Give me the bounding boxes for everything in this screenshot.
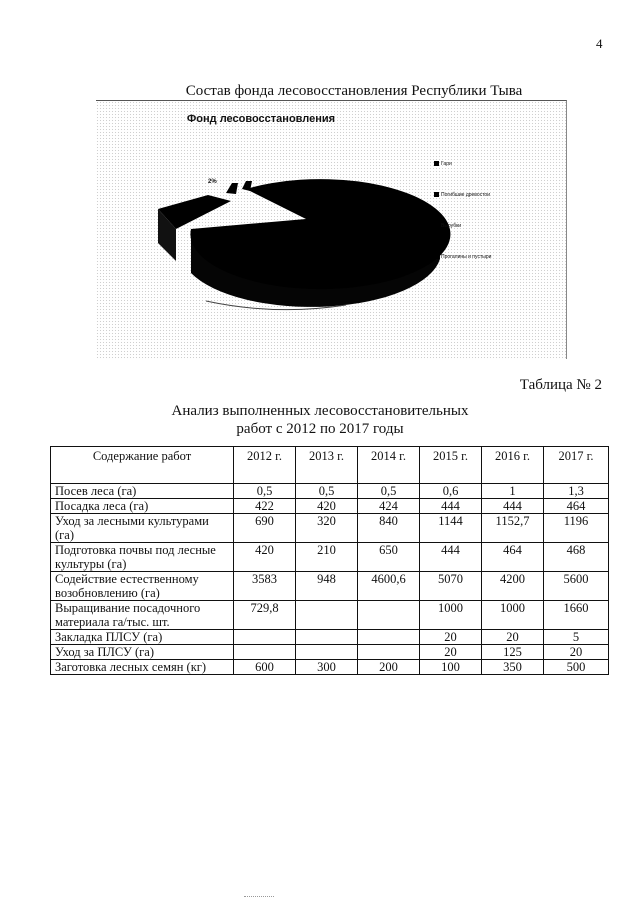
- table-row: [51, 484, 609, 499]
- table-cell: 1,3: [544, 484, 609, 499]
- table-cell: 4600,6: [358, 572, 420, 601]
- table-cell: 0,5: [358, 484, 420, 499]
- row-name: Подготовка почвы под лесные культуры (га): [51, 543, 234, 572]
- column-header: 2014 г.: [358, 447, 420, 484]
- table-cell: [296, 601, 358, 630]
- legend-label: Погибшие древостои: [441, 191, 490, 198]
- table-cell: 444: [482, 499, 544, 514]
- table-cell: 0,6: [420, 484, 482, 499]
- table-cell: [358, 601, 420, 630]
- legend-item: [434, 157, 564, 170]
- chart-title: Фонд лесовосстановления: [186, 113, 336, 125]
- column-header: Содержание работ: [51, 447, 234, 484]
- legend-item: [434, 219, 564, 232]
- table-heading-line: работ с 2012 по 2017 годы: [236, 421, 404, 437]
- table-cell: 125: [482, 645, 544, 660]
- legend-swatch: [434, 161, 439, 166]
- column-header: 2012 г.: [234, 447, 296, 484]
- row-name: Закладка ПЛСУ (га): [51, 630, 234, 645]
- works-table: [50, 446, 609, 675]
- table-cell: 444: [420, 499, 482, 514]
- table-number: Таблица № 2: [519, 377, 602, 393]
- table-cell: 5: [544, 630, 609, 645]
- legend-label: Вырубки: [441, 222, 462, 229]
- table-cell: 1000: [420, 601, 482, 630]
- table-cell: 729,8: [234, 601, 296, 630]
- column-header: 2016 г.: [482, 447, 544, 484]
- table-cell: 20: [482, 630, 544, 645]
- table-heading-line: Анализ выполненных лесовосстановительных: [171, 403, 469, 419]
- row-name: Уход за лесными культурами (га): [51, 514, 234, 543]
- chart-heading: Состав фонда лесовосстановления Республики Тыва: [185, 83, 523, 99]
- table-cell: 444: [420, 543, 482, 572]
- pie-chart: [96, 100, 567, 359]
- legend-label: Прогалины и пустыри: [441, 253, 492, 260]
- row-name: Уход за ПЛСУ (га): [51, 645, 234, 660]
- table-cell: 424: [358, 499, 420, 514]
- legend-swatch: [434, 254, 439, 259]
- table-cell: 840: [358, 514, 420, 543]
- table-cell: 20: [420, 630, 482, 645]
- table-cell: 650: [358, 543, 420, 572]
- table-cell: [358, 630, 420, 645]
- table-cell: 20: [544, 645, 609, 660]
- table-row: [51, 543, 609, 572]
- table-row: [51, 660, 609, 675]
- table-cell: 350: [482, 660, 544, 675]
- table-cell: 690: [234, 514, 296, 543]
- column-header: 2013 г.: [296, 447, 358, 484]
- table-row: [51, 601, 609, 630]
- legend-item: [434, 250, 564, 263]
- table-cell: 1: [482, 484, 544, 499]
- legend-swatch: [434, 223, 439, 228]
- table-cell: 464: [482, 543, 544, 572]
- table-cell: 1660: [544, 601, 609, 630]
- row-name: Посев леса (га): [51, 484, 234, 499]
- pie-slice-dead-stands: [226, 183, 238, 194]
- table-cell: [358, 645, 420, 660]
- row-name: Заготовка лесных семян (кг): [51, 660, 234, 675]
- table-cell: 320: [296, 514, 358, 543]
- chart-legend: [434, 157, 564, 281]
- table-cell: 420: [296, 499, 358, 514]
- table-cell: 210: [296, 543, 358, 572]
- table-cell: 20: [420, 645, 482, 660]
- legend-label: Гари: [441, 160, 452, 167]
- table-cell: 420: [234, 543, 296, 572]
- table-cell: 422: [234, 499, 296, 514]
- table-cell: 1152,7: [482, 514, 544, 543]
- table-cell: 3583: [234, 572, 296, 601]
- table-cell: 300: [296, 660, 358, 675]
- pie-slice-burns: [190, 179, 450, 289]
- table-cell: 1000: [482, 601, 544, 630]
- table-header-row: [51, 447, 609, 484]
- table-cell: [296, 645, 358, 660]
- row-name: Выращивание посадочного материала га/тыс. шт.: [51, 601, 234, 630]
- table-cell: 5070: [420, 572, 482, 601]
- table-row: [51, 572, 609, 601]
- table-cell: [296, 630, 358, 645]
- table-heading: [0, 402, 640, 438]
- table-cell: 500: [544, 660, 609, 675]
- table-cell: 5600: [544, 572, 609, 601]
- legend-item: [434, 188, 564, 201]
- table-cell: 4200: [482, 572, 544, 601]
- table-cell: [234, 645, 296, 660]
- table-cell: 200: [358, 660, 420, 675]
- table-cell: [234, 630, 296, 645]
- table-cell: 1144: [420, 514, 482, 543]
- table-cell: 1196: [544, 514, 609, 543]
- table-cell: 100: [420, 660, 482, 675]
- table-cell: 468: [544, 543, 609, 572]
- table-cell: 464: [544, 499, 609, 514]
- table-cell: 600: [234, 660, 296, 675]
- column-header: 2015 г.: [420, 447, 482, 484]
- row-name: Содействие естественному возобновлению (га): [51, 572, 234, 601]
- page-number: 4: [596, 36, 603, 51]
- legend-swatch: [434, 192, 439, 197]
- pie-data-label: 2%: [208, 179, 217, 185]
- row-name: Посадка леса (га): [51, 499, 234, 514]
- table-cell: 0,5: [296, 484, 358, 499]
- table-row: [51, 630, 609, 645]
- table-cell: 0,5: [234, 484, 296, 499]
- table-row: [51, 499, 609, 514]
- footer-scan-mark: [244, 896, 274, 897]
- table-cell: 948: [296, 572, 358, 601]
- table-row: [51, 645, 609, 660]
- table-row: [51, 514, 609, 543]
- column-header: 2017 г.: [544, 447, 609, 484]
